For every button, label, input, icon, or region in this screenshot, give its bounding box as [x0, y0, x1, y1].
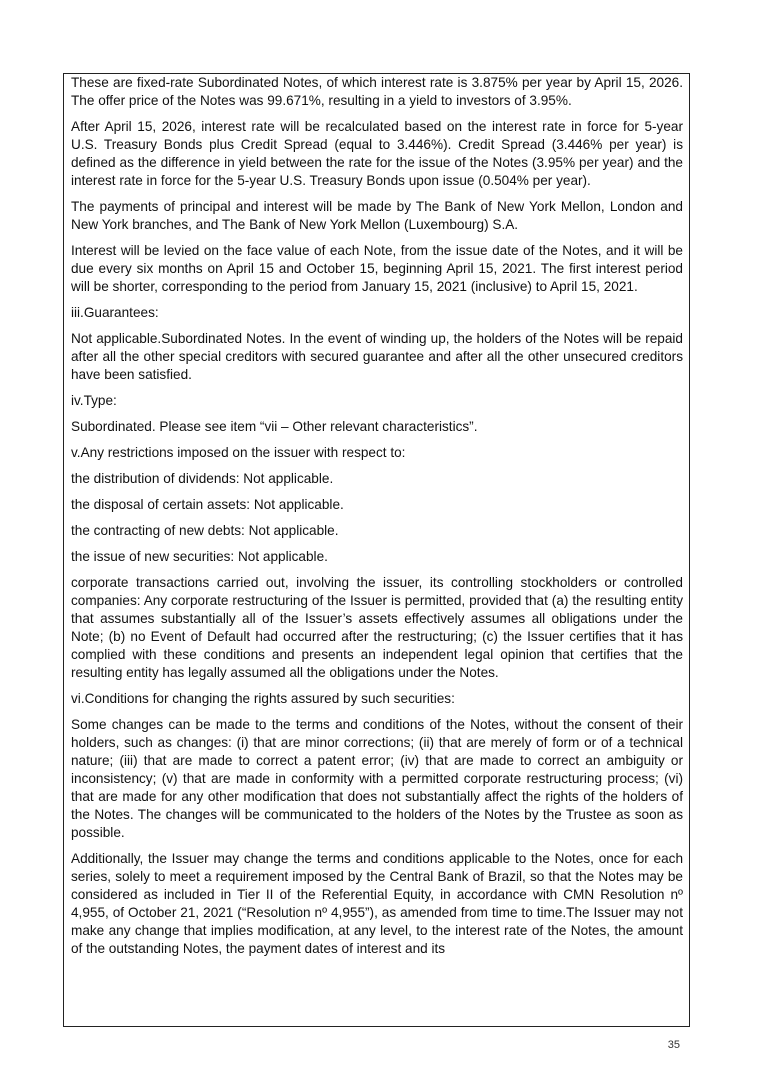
heading-guarantees: iii.Guarantees: — [71, 305, 159, 320]
restriction-debts: the contracting of new debts: Not applicable. — [71, 523, 339, 538]
restriction-assets: the disposal of certain assets: Not applicable. — [71, 497, 344, 512]
heading-restrictions: v.Any restrictions imposed on the issuer with respect to: — [71, 445, 406, 460]
restriction-securities: the issue of new securities: Not applicable. — [71, 549, 328, 564]
paragraph-corporate-transactions: corporate transactions carried out, involving the issuer, its controlling stockholders or controlled companies: Any corporate restructuring of the Issuer is permitted, provided that (a) the resulting entity that assumes substantially all of the Issuer’s assets effectively assumes all obligations under the Note; (b) no Event of Default had occurred after the restructuring; (c) the Issuer certifies that it has complied with these conditions and presents an independent legal opinion that certifies that the resulting entity has legally assumed all the obligations under the Notes. — [71, 575, 683, 680]
restriction-dividends: the distribution of dividends: Not applicable. — [71, 471, 334, 486]
text-frame — [63, 73, 690, 1027]
paragraph-type: Subordinated. Please see item “vii – Other relevant characteristics”. — [71, 419, 478, 434]
paragraph-rate-recalculation: After April 15, 2026, interest rate will be recalculated based on the interest rate in force for 5-year U.S. Treasury Bonds plus Credit Spread (equal to 3.446%). Credit Spread (3.446% per year) is defined as the difference in yield between the rate for the issue of the Notes (3.95% per year) and the interest rate in force for the 5-year U.S. Treasury Bonds upon issue (0.504% per year). — [71, 119, 683, 188]
paragraph-payments: The payments of principal and interest will be made by The Bank of New York Mellon, London and New York branches, and The Bank of New York Mellon (Luxembourg) S.A. — [71, 199, 683, 232]
paragraph-interest-schedule: Interest will be levied on the face value of each Note, from the issue date of the Notes, and it will be due every six months on April 15 and October 15, beginning April 15, 2021. The first interest period will be shorter, corresponding to the period from January 15, 2021 (inclusive) to April 15, 2021. — [71, 243, 683, 294]
paragraph-guarantees: Not applicable.Subordinated Notes. In the event of winding up, the holders of the Notes will be repaid after all the other special creditors with secured guarantee and after all the other unsecured creditors have been satisfied. — [71, 331, 683, 382]
heading-type: iv.Type: — [71, 393, 117, 408]
paragraph-additional-changes: Additionally, the Issuer may change the terms and conditions applicable to the Notes, once for each series, solely to meet a requirement imposed by the Central Bank of Brazil, so that the Notes may be considered as included in Tier II of the Referential Equity, in accordance with CMN Resolution nº 4,955, of October 21, 2021 (“Resolution nº 4,955”), as amended from time to time.The Issuer may not make any change that implies modification, at any level, to the interest rate of the Notes, the amount of the outstanding Notes, the payment dates of interest and its — [71, 851, 683, 956]
paragraph-fixed-rate: These are fixed-rate Subordinated Notes, of which interest rate is 3.875% per year by April 15, 2026. The offer price of the Notes was 99.671%, resulting in a yield to investors of 3.95%. — [71, 75, 683, 108]
heading-conditions: vi.Conditions for changing the rights assured by such securities: — [71, 691, 455, 706]
page-number: 35 — [667, 1039, 680, 1051]
paragraph-changes: Some changes can be made to the terms and conditions of the Notes, without the consent of their holders, such as changes: (i) that are minor corrections; (ii) that are merely of form or of a technical nature; (iii) that are made to correct a patent error; (iv) that are made to correct an ambiguity or inconsistency; (v) that are made in conformity with a permitted corporate restructuring process; (vi) that are made for any other modification that does not substantially affect the rights of the holders of the Notes. The changes will be communicated to the holders of the Notes by the Trustee as soon as possible. — [71, 717, 683, 840]
